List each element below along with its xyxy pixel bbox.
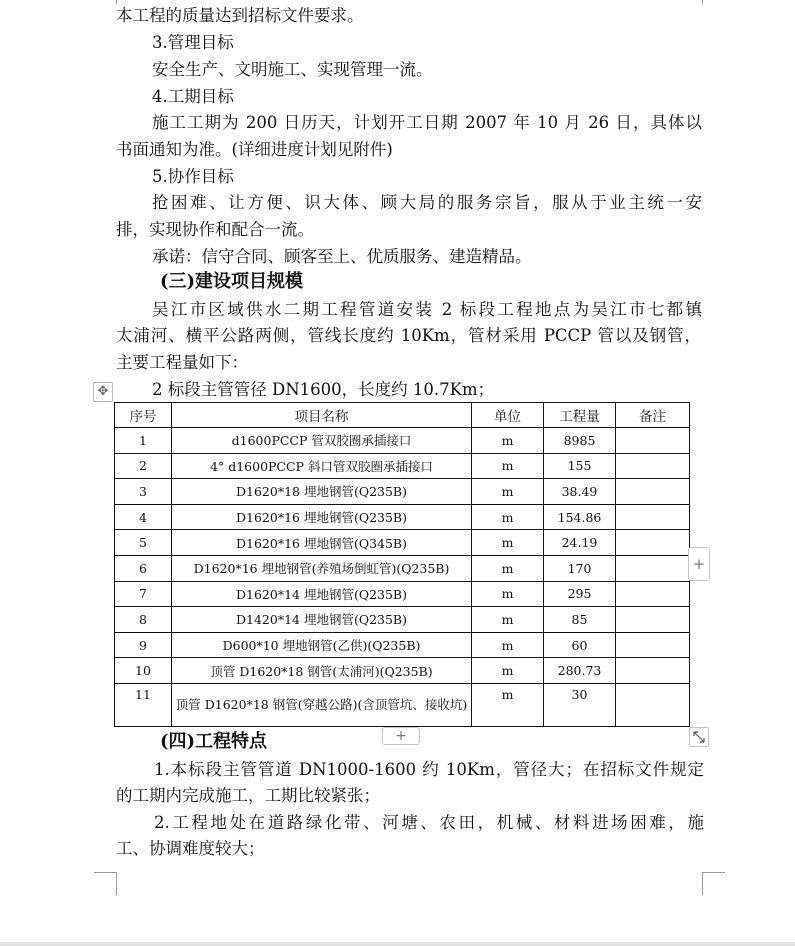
table-row bbox=[115, 683, 690, 726]
paragraph: 1.本标段主管管道 DN1000-1600 约 10Km，管径大；在招标文件规定 bbox=[154, 760, 704, 779]
cell-remark[interactable] bbox=[616, 683, 690, 726]
cell-unit[interactable]: m bbox=[472, 453, 544, 479]
cell-unit[interactable]: m bbox=[472, 581, 544, 607]
add-row-button[interactable]: + bbox=[382, 727, 420, 745]
add-column-button[interactable]: + bbox=[688, 547, 710, 581]
cell-remark[interactable] bbox=[616, 555, 690, 581]
cell-unit[interactable]: m bbox=[472, 607, 544, 633]
cell-name[interactable]: 顶管 D1620*18 钢管(穿越公路)(含顶管坑、接收坑) bbox=[172, 683, 472, 726]
cell-qty[interactable]: 280.73 bbox=[544, 658, 616, 684]
cell-name[interactable]: D1620*16 埋地钢管(养殖场倒虹管)(Q235B) bbox=[172, 555, 472, 581]
cell-name[interactable]: D1420*14 埋地钢管(Q235B) bbox=[172, 607, 472, 633]
paragraph: 承诺：信守合同、顾客至上、优质服务、建造精品。 bbox=[152, 247, 532, 266]
table-resize-icon[interactable] bbox=[689, 727, 709, 747]
header-name[interactable]: 项目名称 bbox=[172, 403, 472, 428]
paragraph: 施工工期为 200 日历天，计划开工日期 2007 年 10 月 26 日，具体以 bbox=[152, 113, 702, 132]
cell-no[interactable]: 6 bbox=[115, 555, 172, 581]
table-move-handle-icon[interactable]: ✥ bbox=[93, 382, 113, 402]
section-heading: (三)建设项目规模 bbox=[160, 271, 304, 292]
paragraph: 主要工程量如下： bbox=[116, 353, 248, 372]
table-row bbox=[115, 530, 690, 556]
cell-no[interactable]: 4 bbox=[115, 504, 172, 530]
paragraph: 吴江市区域供水二期工程管道安装 2 标段工程地点为吴江市七都镇 bbox=[152, 300, 702, 319]
table-row bbox=[115, 607, 690, 633]
paragraph: 排，实现协作和配合一流。 bbox=[116, 220, 314, 239]
cell-qty[interactable]: 30 bbox=[544, 683, 616, 726]
cell-qty[interactable]: 85 bbox=[544, 607, 616, 633]
cell-name[interactable]: D1620*18 埋地钢管(Q235B) bbox=[172, 479, 472, 505]
table-row bbox=[115, 658, 690, 684]
cell-remark[interactable] bbox=[616, 530, 690, 556]
paragraph: 本工程的质量达到招标文件要求。 bbox=[116, 6, 364, 25]
cell-unit[interactable]: m bbox=[472, 555, 544, 581]
cell-no[interactable]: 3 bbox=[115, 479, 172, 505]
table-row bbox=[115, 581, 690, 607]
cell-qty[interactable]: 38.49 bbox=[544, 479, 616, 505]
cell-no[interactable]: 9 bbox=[115, 632, 172, 658]
cell-no[interactable]: 10 bbox=[115, 658, 172, 684]
table-row bbox=[115, 632, 690, 658]
cell-unit[interactable]: m bbox=[472, 479, 544, 505]
cell-name[interactable]: d1600PCCP 管双胶圈承插接口 bbox=[172, 428, 472, 454]
cell-remark[interactable] bbox=[616, 607, 690, 633]
cell-remark[interactable] bbox=[616, 479, 690, 505]
cell-unit[interactable]: m bbox=[472, 683, 544, 726]
cell-no[interactable]: 7 bbox=[115, 581, 172, 607]
paragraph: 的工期内完成施工，工期比较紧张； bbox=[116, 786, 380, 805]
cell-name[interactable]: 4° d1600PCCP 斜口管双胶圈承插接口 bbox=[172, 453, 472, 479]
section-label: 3.管理目标 bbox=[152, 33, 234, 52]
page-gap bbox=[0, 942, 795, 946]
section-label: 4.工期目标 bbox=[152, 87, 234, 106]
paragraph: 工、协调难度较大； bbox=[116, 839, 265, 858]
cell-no[interactable]: 2 bbox=[115, 453, 172, 479]
page-corner-marker bbox=[702, 0, 725, 4]
section-label: 5.协作目标 bbox=[152, 167, 234, 186]
table-header-row bbox=[115, 403, 690, 428]
cell-qty[interactable]: 170 bbox=[544, 555, 616, 581]
page-corner-marker bbox=[94, 0, 117, 4]
cell-unit[interactable]: m bbox=[472, 504, 544, 530]
resize-arrows-icon bbox=[690, 728, 708, 746]
cell-no[interactable]: 8 bbox=[115, 607, 172, 633]
table-row bbox=[115, 479, 690, 505]
table-row bbox=[115, 504, 690, 530]
cell-qty[interactable]: 60 bbox=[544, 632, 616, 658]
cell-name[interactable]: D1620*16 埋地钢管(Q345B) bbox=[172, 530, 472, 556]
cell-remark[interactable] bbox=[616, 504, 690, 530]
header-unit[interactable]: 单位 bbox=[472, 403, 544, 428]
paragraph: 太浦河、横平公路两侧，管线长度约 10Km，管材采用 PCCP 管以及钢管， bbox=[116, 326, 701, 345]
cell-qty[interactable]: 154.86 bbox=[544, 504, 616, 530]
cell-remark[interactable] bbox=[616, 428, 690, 454]
cell-unit[interactable]: m bbox=[472, 658, 544, 684]
cell-no[interactable]: 5 bbox=[115, 530, 172, 556]
cell-remark[interactable] bbox=[616, 453, 690, 479]
cell-name[interactable]: D1620*14 埋地钢管(Q235B) bbox=[172, 581, 472, 607]
header-remark[interactable]: 备注 bbox=[616, 403, 690, 428]
cell-remark[interactable] bbox=[616, 632, 690, 658]
paragraph: 2.工程地处在道路绿化带、河塘、农田，机械、材料进场困难，施 bbox=[154, 813, 704, 832]
cell-qty[interactable]: 8985 bbox=[544, 428, 616, 454]
paragraph: 安全生产、文明施工、实现管理一流。 bbox=[152, 60, 433, 79]
table-row bbox=[115, 453, 690, 479]
cell-unit[interactable]: m bbox=[472, 428, 544, 454]
cell-no[interactable]: 11 bbox=[115, 683, 172, 726]
cell-unit[interactable]: m bbox=[472, 632, 544, 658]
cell-name[interactable]: 顶管 D1620*18 钢管(太浦河)(Q235B) bbox=[172, 658, 472, 684]
table-row bbox=[115, 555, 690, 581]
paragraph: 抢困难、让方便、识大体、顾大局的服务宗旨，服从于业主统一安 bbox=[152, 193, 702, 212]
cell-name[interactable]: D600*10 埋地钢管(乙供)(Q235B) bbox=[172, 632, 472, 658]
cell-qty[interactable]: 155 bbox=[544, 453, 616, 479]
page-corner-marker bbox=[94, 872, 117, 895]
cell-remark[interactable] bbox=[616, 581, 690, 607]
cell-qty[interactable]: 295 bbox=[544, 581, 616, 607]
header-qty[interactable]: 工程量 bbox=[544, 403, 616, 428]
cell-remark[interactable] bbox=[616, 658, 690, 684]
table-row bbox=[115, 428, 690, 454]
cell-name[interactable]: D1620*16 埋地钢管(Q235B) bbox=[172, 504, 472, 530]
cell-qty[interactable]: 24.19 bbox=[544, 530, 616, 556]
header-no[interactable]: 序号 bbox=[115, 403, 172, 428]
quantities-table bbox=[114, 402, 690, 727]
cell-no[interactable]: 1 bbox=[115, 428, 172, 454]
page-corner-marker bbox=[702, 872, 725, 895]
cell-unit[interactable]: m bbox=[472, 530, 544, 556]
section-heading: (四)工程特点 bbox=[160, 731, 268, 752]
paragraph: 书面通知为准。(详细进度计划见附件) bbox=[116, 140, 393, 159]
paragraph: 2 标段主管管径 DN1600，长度约 10.7Km； bbox=[152, 380, 495, 399]
